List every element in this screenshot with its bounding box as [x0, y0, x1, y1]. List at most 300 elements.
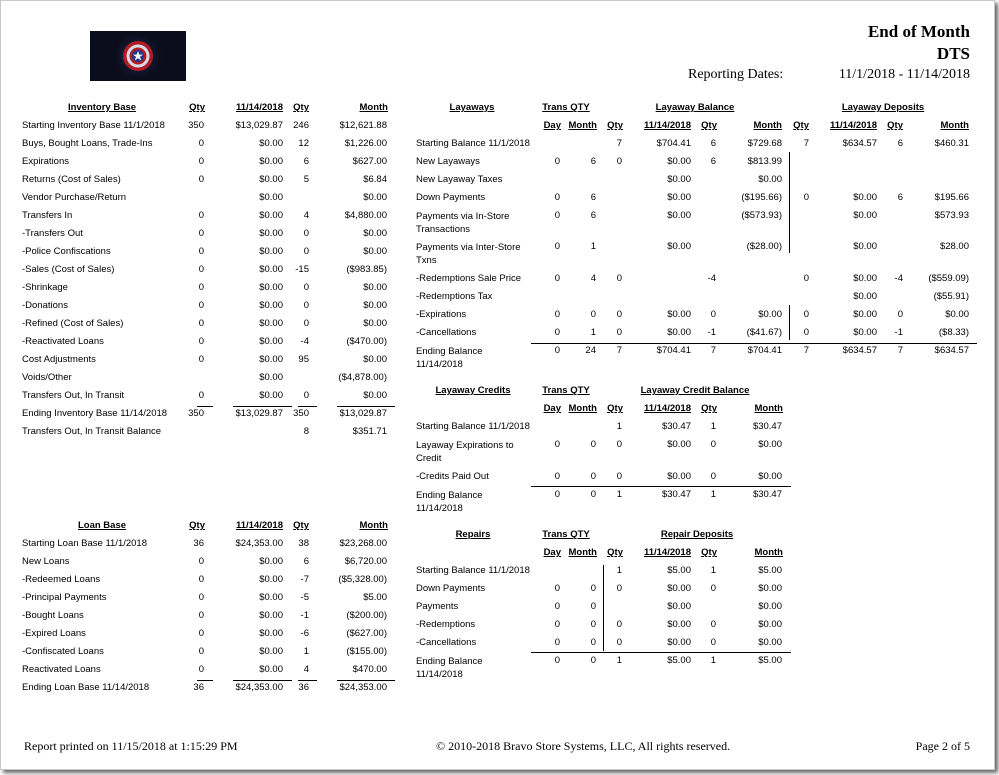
row-label: Ending Balance 11/14/2018 [416, 490, 483, 514]
qty-cell: 7 [616, 345, 622, 356]
amount-cell: $0.00 [758, 583, 782, 594]
amount-cell: $634.57 [842, 345, 877, 356]
row-label: Payments via Inter-Store Txns [416, 242, 521, 266]
qty-cell: 0 [616, 619, 622, 630]
amount-cell: $0.00 [853, 210, 877, 221]
qty-cell: 0 [554, 489, 560, 500]
page-number: Page 2 of 5 [915, 739, 970, 753]
qty-cell: 0 [554, 655, 560, 666]
qty-cell: 0 [554, 273, 560, 284]
amount-cell: $0.00 [758, 174, 782, 185]
amount-cell: $0.00 [363, 318, 387, 329]
row-label: -Cancellations [416, 637, 477, 648]
amount-cell: $0.00 [667, 210, 691, 221]
row-label: Payments [416, 601, 459, 612]
row-label: New Loans [22, 556, 70, 567]
qty-cell: 12 [298, 138, 309, 149]
amount-cell: $0.00 [667, 601, 691, 612]
qty-cell: 38 [298, 538, 309, 549]
column-header: Layaway Credit Balance [640, 385, 750, 396]
qty-cell: 0 [554, 192, 560, 203]
row-label: -Confiscated Loans [22, 646, 104, 657]
qty-cell: 1 [710, 565, 716, 576]
amount-cell: $0.00 [667, 309, 691, 320]
amount-cell: $0.00 [259, 646, 283, 657]
amount-cell: $0.00 [259, 336, 283, 347]
column-header: Trans QTY [542, 529, 590, 540]
qty-cell: 0 [198, 646, 204, 657]
qty-cell: 0 [590, 439, 596, 450]
qty-cell: 0 [897, 309, 903, 320]
column-header: Month [754, 547, 783, 558]
divider-line [337, 406, 395, 407]
qty-cell: 6 [710, 156, 716, 167]
amount-cell: $0.00 [259, 372, 283, 383]
amount-cell: $0.00 [259, 156, 283, 167]
qty-cell: 0 [303, 318, 309, 329]
qty-cell: 0 [616, 327, 622, 338]
divider-line [603, 565, 604, 651]
qty-cell: 0 [198, 664, 204, 675]
amount-cell: $460.31 [934, 138, 969, 149]
column-header: Qty [701, 403, 717, 414]
row-label: -Shrinkage [22, 282, 68, 293]
column-header: Month [940, 120, 969, 131]
qty-cell: 0 [198, 628, 204, 639]
qty-cell: 0 [590, 583, 596, 594]
qty-cell: 0 [590, 489, 596, 500]
qty-cell: -5 [300, 592, 309, 603]
qty-cell: 36 [193, 682, 204, 693]
amount-cell: $0.00 [758, 637, 782, 648]
amount-cell: $0.00 [853, 192, 877, 203]
qty-cell: 350 [188, 120, 204, 131]
qty-cell: 0 [198, 354, 204, 365]
amount-cell: $0.00 [259, 210, 283, 221]
amount-cell: $0.00 [259, 174, 283, 185]
row-label: Transfers Out, In Transit Balance [22, 426, 162, 437]
divider-line [531, 652, 791, 653]
amount-cell: $0.00 [259, 228, 283, 239]
amount-cell: $0.00 [363, 390, 387, 401]
row-label: -Redemptions Tax [416, 291, 493, 302]
amount-cell: $24,353.00 [235, 538, 283, 549]
amount-cell: $0.00 [259, 390, 283, 401]
reporting-dates-label: Reporting Dates: [688, 67, 784, 82]
amount-cell: $0.00 [259, 354, 283, 365]
qty-cell: 1 [616, 565, 622, 576]
qty-cell: 5 [303, 174, 309, 185]
row-label: Starting Balance 11/1/2018 [416, 421, 530, 432]
qty-cell: 0 [590, 619, 596, 630]
column-header: Layaway Balance [655, 102, 735, 113]
column-header: Month [568, 403, 597, 414]
qty-cell: 0 [803, 309, 809, 320]
qty-cell: 6 [303, 156, 309, 167]
qty-cell: 0 [554, 601, 560, 612]
qty-cell: 0 [198, 592, 204, 603]
divider-line [789, 305, 790, 340]
qty-cell: -6 [300, 628, 309, 639]
qty-cell: 7 [710, 345, 716, 356]
amount-cell: $0.00 [853, 327, 877, 338]
qty-cell: 0 [554, 439, 560, 450]
qty-cell: 6 [303, 556, 309, 567]
qty-cell: 0 [198, 282, 204, 293]
amount-cell: ($627.00) [346, 628, 387, 639]
amount-cell: $627.00 [352, 156, 387, 167]
row-label: Payments via In-Store Transactions [416, 211, 510, 235]
qty-cell: 0 [590, 601, 596, 612]
qty-cell: 36 [298, 682, 309, 693]
amount-cell: $0.00 [363, 228, 387, 239]
amount-cell: ($155.00) [346, 646, 387, 657]
amount-cell: ($559.09) [928, 273, 969, 284]
qty-cell: 6 [590, 210, 596, 221]
amount-cell: $23,268.00 [339, 538, 387, 549]
qty-cell: 0 [198, 390, 204, 401]
amount-cell: $0.00 [667, 637, 691, 648]
amount-cell: $0.00 [259, 628, 283, 639]
qty-cell: 0 [303, 246, 309, 257]
amount-cell: $813.99 [747, 156, 782, 167]
column-header: Day [543, 547, 561, 558]
amount-cell: $0.00 [363, 300, 387, 311]
qty-cell: -1 [300, 610, 309, 621]
qty-cell: 7 [803, 138, 809, 149]
row-label: Reactivated Loans [22, 664, 101, 675]
amount-cell: ($195.66) [741, 192, 782, 203]
row-label: -Redeemed Loans [22, 574, 101, 585]
amount-cell: $0.00 [667, 156, 691, 167]
amount-cell: $0.00 [853, 291, 877, 302]
amount-cell: $24,353.00 [235, 682, 283, 693]
amount-cell: $0.00 [259, 592, 283, 603]
amount-cell: ($5,328.00) [338, 574, 387, 585]
amount-cell: $0.00 [758, 439, 782, 450]
qty-cell: 0 [198, 318, 204, 329]
qty-cell: 0 [616, 273, 622, 284]
row-label: Ending Balance 11/14/2018 [416, 656, 483, 680]
column-header: Qty [793, 120, 809, 131]
column-header: Month [359, 520, 388, 531]
qty-cell: 0 [198, 574, 204, 585]
amount-cell: $351.71 [352, 426, 387, 437]
amount-cell: $634.57 [934, 345, 969, 356]
amount-cell: ($573.93) [741, 210, 782, 221]
row-label: Transfers Out, In Transit [22, 390, 125, 401]
amount-cell: $0.00 [853, 273, 877, 284]
column-header: Qty [607, 120, 623, 131]
qty-cell: 0 [198, 264, 204, 275]
column-header: Trans QTY [542, 385, 590, 396]
column-header: Qty [293, 102, 309, 113]
qty-cell: 24 [585, 345, 596, 356]
row-label: -Transfers Out [22, 228, 83, 239]
qty-cell: 0 [198, 610, 204, 621]
amount-cell: $6,720.00 [344, 556, 387, 567]
qty-cell: 0 [554, 241, 560, 252]
row-label: -Police Confiscations [22, 246, 111, 257]
printed-timestamp: Report printed on 11/15/2018 at 1:15:29 PM [24, 739, 238, 753]
row-label: Down Payments [416, 583, 486, 594]
qty-cell: 246 [293, 120, 309, 131]
section-header: Loan Base [77, 520, 127, 531]
column-header: 11/14/2018 [235, 102, 283, 113]
qty-cell: 95 [298, 354, 309, 365]
row-label: Transfers In [22, 210, 73, 221]
divider-line [298, 680, 317, 681]
qty-cell: 6 [590, 192, 596, 203]
qty-cell: 0 [710, 583, 716, 594]
qty-cell: 0 [198, 174, 204, 185]
amount-cell: ($28.00) [746, 241, 782, 252]
amount-cell: $4,880.00 [344, 210, 387, 221]
qty-cell: 0 [554, 345, 560, 356]
row-label: -Redemptions Sale Price [416, 273, 522, 284]
column-header: Qty [189, 520, 205, 531]
qty-cell: 1 [710, 489, 716, 500]
amount-cell: $30.47 [661, 421, 691, 432]
column-header: Qty [701, 547, 717, 558]
amount-cell: $0.00 [667, 192, 691, 203]
row-label: -Expirations [416, 309, 467, 320]
qty-cell: 0 [198, 336, 204, 347]
column-header: Trans QTY [542, 102, 590, 113]
copyright-notice: © 2010-2018 Bravo Store Systems, LLC, All rights reserved. [436, 739, 731, 753]
qty-cell: 1 [303, 646, 309, 657]
amount-cell: $30.47 [752, 421, 782, 432]
qty-cell: 0 [590, 637, 596, 648]
amount-cell: $0.00 [363, 282, 387, 293]
qty-cell: 1 [590, 327, 596, 338]
qty-cell: 0 [554, 210, 560, 221]
qty-cell: -15 [295, 264, 309, 275]
column-header: Month [568, 547, 597, 558]
row-label: Returns (Cost of Sales) [22, 174, 121, 185]
row-label: Starting Balance 11/1/2018 [416, 138, 530, 149]
amount-cell: $13,029.87 [235, 120, 283, 131]
amount-cell: $5.00 [758, 565, 782, 576]
column-header: Day [543, 120, 561, 131]
column-header: Qty [607, 547, 623, 558]
qty-cell: 0 [616, 156, 622, 167]
row-label: Starting Loan Base 11/1/2018 [22, 538, 148, 549]
amount-cell: $30.47 [661, 489, 691, 500]
qty-cell: 0 [554, 583, 560, 594]
qty-cell: 0 [554, 619, 560, 630]
qty-cell: 0 [303, 300, 309, 311]
amount-cell: $704.41 [747, 345, 782, 356]
qty-cell: 0 [554, 309, 560, 320]
amount-cell: $0.00 [259, 574, 283, 585]
amount-cell: $5.00 [667, 565, 691, 576]
amount-cell: $0.00 [667, 174, 691, 185]
amount-cell: ($470.00) [346, 336, 387, 347]
qty-cell: 0 [710, 471, 716, 482]
row-label: Starting Balance 11/1/2018 [416, 565, 530, 576]
section-header: Repairs [455, 529, 491, 540]
amount-cell: $0.00 [667, 439, 691, 450]
qty-cell: 0 [616, 309, 622, 320]
qty-cell: 7 [616, 138, 622, 149]
amount-cell: $5.00 [363, 592, 387, 603]
qty-cell: 0 [303, 282, 309, 293]
column-header: Month [753, 120, 782, 131]
row-label: -Redemptions [416, 619, 476, 630]
amount-cell: $0.00 [945, 309, 969, 320]
qty-cell: 6 [897, 138, 903, 149]
amount-cell: $0.00 [667, 619, 691, 630]
qty-cell: 0 [554, 637, 560, 648]
amount-cell: $6.84 [363, 174, 387, 185]
amount-cell: $195.66 [934, 192, 969, 203]
row-label: Ending Loan Base 11/14/2018 [22, 682, 150, 693]
qty-cell: 0 [554, 471, 560, 482]
store-name: DTS [936, 44, 970, 63]
qty-cell: 0 [198, 138, 204, 149]
amount-cell: $0.00 [259, 192, 283, 203]
qty-cell: 4 [590, 273, 596, 284]
amount-cell: $24,353.00 [339, 682, 387, 693]
column-header: 11/14/2018 [643, 547, 691, 558]
amount-cell: $28.00 [939, 241, 969, 252]
column-header: Month [754, 403, 783, 414]
qty-cell: 0 [710, 309, 716, 320]
amount-cell: $0.00 [259, 282, 283, 293]
amount-cell: ($983.85) [346, 264, 387, 275]
row-label: Expirations [22, 156, 69, 167]
amount-cell: $634.57 [842, 138, 877, 149]
row-label: -Reactivated Loans [22, 336, 104, 347]
amount-cell: ($41.67) [746, 327, 782, 338]
qty-cell: 0 [590, 655, 596, 666]
row-label: Starting Inventory Base 11/1/2018 [22, 120, 165, 131]
column-header: Layaway Deposits [841, 102, 925, 113]
column-header: Qty [701, 120, 717, 131]
section-header: Layaways [449, 102, 495, 113]
qty-cell: 0 [616, 583, 622, 594]
amount-cell: $704.41 [656, 138, 691, 149]
column-header: Month [359, 102, 388, 113]
column-header: Qty [887, 120, 903, 131]
amount-cell: $0.00 [667, 327, 691, 338]
amount-cell: $0.00 [667, 583, 691, 594]
report-title: End of Month [867, 22, 970, 41]
qty-cell: 0 [803, 273, 809, 284]
amount-cell: $0.00 [667, 241, 691, 252]
qty-cell: 0 [616, 637, 622, 648]
row-label: -Principal Payments [22, 592, 107, 603]
qty-cell: 1 [616, 421, 622, 432]
amount-cell: $0.00 [259, 246, 283, 257]
qty-cell: 350 [293, 408, 309, 419]
qty-cell: 1 [710, 421, 716, 432]
divider-line [233, 406, 292, 407]
column-header: Day [543, 403, 561, 414]
qty-cell: 0 [303, 228, 309, 239]
amount-cell: $13,029.87 [339, 408, 387, 419]
qty-cell: 0 [710, 619, 716, 630]
amount-cell: $0.00 [259, 318, 283, 329]
divider-line [233, 680, 292, 681]
amount-cell: $0.00 [758, 601, 782, 612]
divider-line [337, 680, 395, 681]
amount-cell: $0.00 [259, 556, 283, 567]
qty-cell: 0 [710, 637, 716, 648]
shield-logo-icon [90, 31, 186, 81]
amount-cell: ($8.33) [938, 327, 969, 338]
qty-cell: 6 [710, 138, 716, 149]
row-label: Down Payments [416, 192, 486, 203]
qty-cell: 4 [303, 210, 309, 221]
row-label: Ending Inventory Base 11/14/2018 [22, 408, 168, 419]
qty-cell: 6 [897, 192, 903, 203]
qty-cell: 0 [198, 210, 204, 221]
row-label: -Refined (Cost of Sales) [22, 318, 124, 329]
amount-cell: $0.00 [363, 354, 387, 365]
qty-cell: -1 [707, 327, 716, 338]
amount-cell: $0.00 [758, 619, 782, 630]
amount-cell: $0.00 [853, 241, 877, 252]
row-label: Vendor Purchase/Return [22, 192, 127, 203]
amount-cell: $470.00 [352, 664, 387, 675]
column-header: 11/14/2018 [235, 520, 283, 531]
row-label: Layaway Expirations to Credit [416, 440, 514, 464]
amount-cell: $0.00 [853, 309, 877, 320]
qty-cell: 1 [616, 489, 622, 500]
amount-cell: ($200.00) [346, 610, 387, 621]
qty-cell: -1 [894, 327, 903, 338]
column-header: Qty [189, 102, 205, 113]
amount-cell: $5.00 [758, 655, 782, 666]
section-header: Layaway Credits [435, 385, 511, 396]
qty-cell: 0 [198, 156, 204, 167]
row-label: New Layaways [416, 156, 480, 167]
qty-cell: 0 [710, 439, 716, 450]
divider-line [531, 343, 977, 344]
column-header: Month [568, 120, 597, 131]
qty-cell: 6 [590, 156, 596, 167]
amount-cell: $1,226.00 [344, 138, 387, 149]
row-label: New Layaway Taxes [416, 174, 503, 185]
amount-cell: $0.00 [758, 471, 782, 482]
qty-cell: 1 [616, 655, 622, 666]
qty-cell: 0 [803, 192, 809, 203]
qty-cell: 0 [590, 471, 596, 482]
row-label: Voids/Other [22, 372, 72, 383]
row-label: Cost Adjustments [22, 354, 96, 365]
divider-line [197, 406, 213, 407]
column-header: 11/14/2018 [643, 120, 691, 131]
column-header: Qty [293, 520, 309, 531]
qty-cell: 0 [303, 390, 309, 401]
row-label: Ending Balance 11/14/2018 [416, 346, 483, 370]
divider-line [197, 680, 213, 681]
reporting-dates-value: 11/1/2018 - 11/14/2018 [838, 67, 970, 82]
amount-cell: $13,029.87 [235, 408, 283, 419]
qty-cell: 7 [803, 345, 809, 356]
amount-cell: $30.47 [752, 489, 782, 500]
qty-cell: 350 [188, 408, 204, 419]
amount-cell: $729.68 [747, 138, 782, 149]
row-label: -Donations [22, 300, 68, 311]
amount-cell: $0.00 [363, 246, 387, 257]
divider-line [789, 152, 790, 253]
section-header: Inventory Base [67, 102, 137, 113]
amount-cell: $0.00 [259, 610, 283, 621]
divider-line [531, 486, 791, 487]
